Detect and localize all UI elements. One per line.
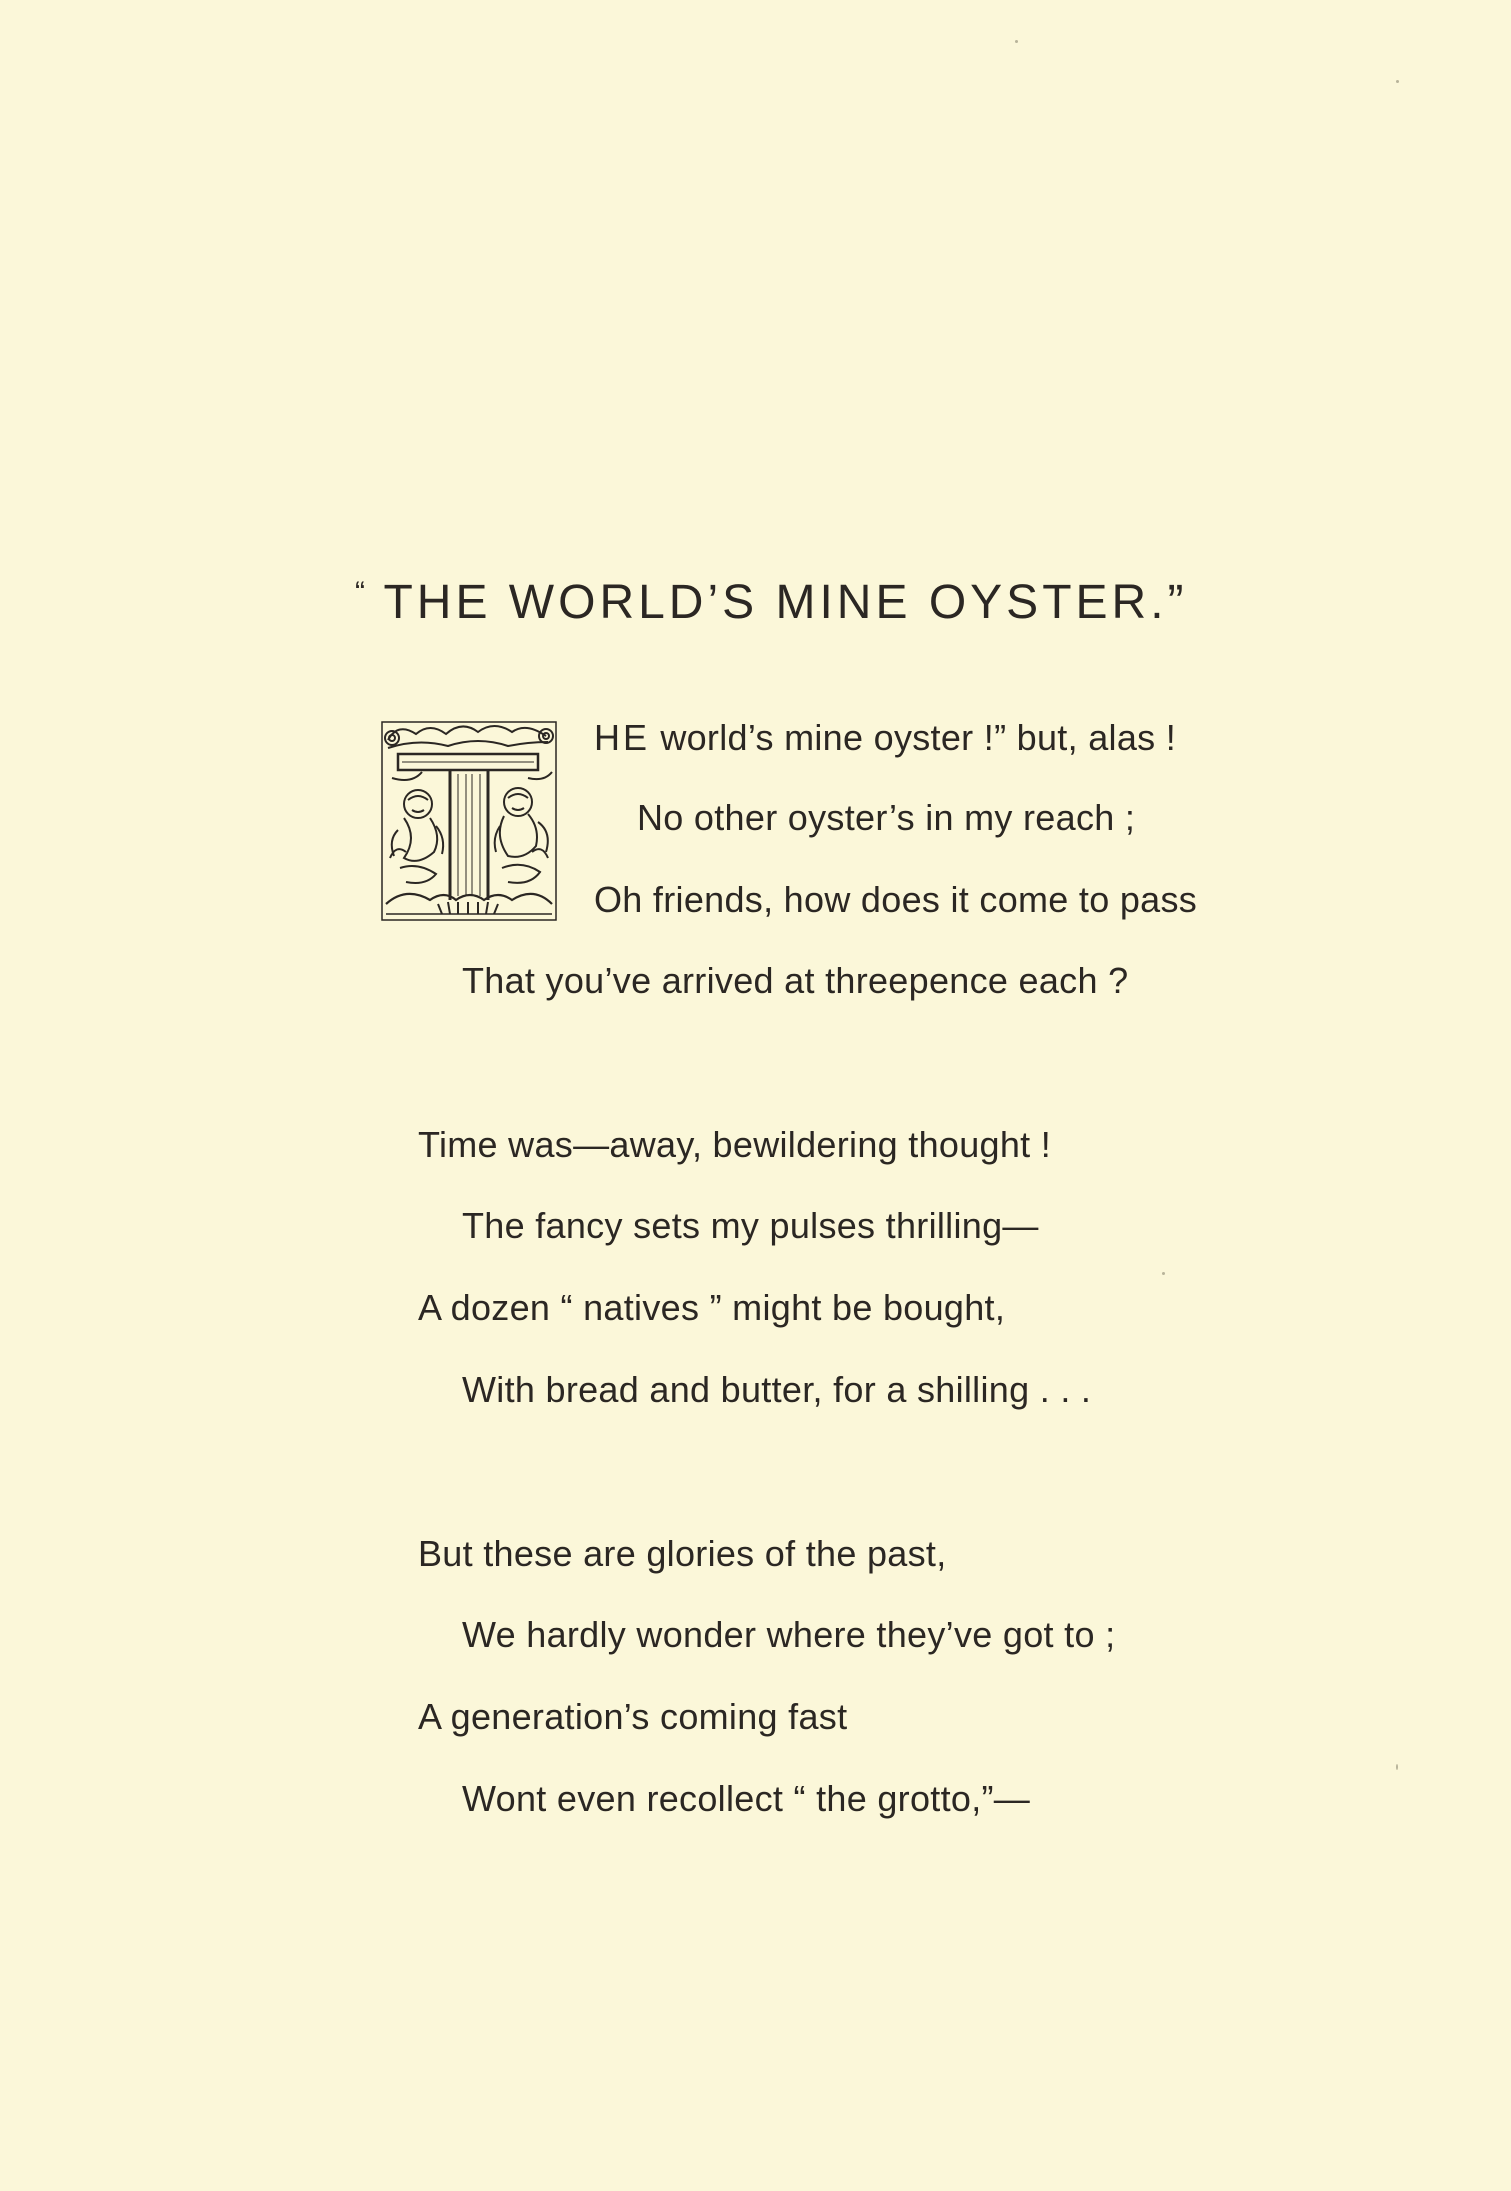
title-text: THE WORLD’S MINE OYSTER.” bbox=[383, 576, 1188, 629]
stanza-2-line-3: A dozen “ natives ” might be bought, bbox=[418, 1287, 1006, 1328]
stanza-1-line-1: HE world’s mine oyster !” but, alas ! bbox=[594, 717, 1177, 758]
paper-speck bbox=[1162, 1272, 1165, 1275]
drop-cap-continuation: HE bbox=[594, 717, 651, 758]
poem-title bbox=[355, 575, 1335, 630]
paper-speck bbox=[1396, 1764, 1398, 1770]
stanza-3-line-2: We hardly wonder where they’ve got to ; bbox=[462, 1614, 1116, 1655]
stanza-1-line-4: That you’ve arrived at threepence each ? bbox=[462, 960, 1129, 1001]
stanza-2-line-4: With bread and butter, for a shilling . . . bbox=[462, 1369, 1092, 1410]
ornamental-drop-cap-t bbox=[378, 718, 560, 924]
paper-speck bbox=[1396, 80, 1399, 83]
stanza-3-line-1: But these are glories of the past, bbox=[418, 1533, 947, 1574]
stanza-3-line-3: A generation’s coming fast bbox=[418, 1696, 848, 1737]
stanza-1-line-2: No other oyster’s in my reach ; bbox=[637, 797, 1136, 838]
stanza-2-line-2: The fancy sets my pulses thrilling— bbox=[462, 1205, 1039, 1246]
title-open-quote: “ bbox=[355, 576, 367, 609]
stanza-3-line-4: Wont even recollect “ the grotto,”— bbox=[462, 1778, 1031, 1819]
paper-speck bbox=[1015, 40, 1018, 43]
stanza-1-line-3: Oh friends, how does it come to pass bbox=[594, 879, 1198, 920]
stanza-2-line-1: Time was—away, bewildering thought ! bbox=[418, 1124, 1052, 1165]
